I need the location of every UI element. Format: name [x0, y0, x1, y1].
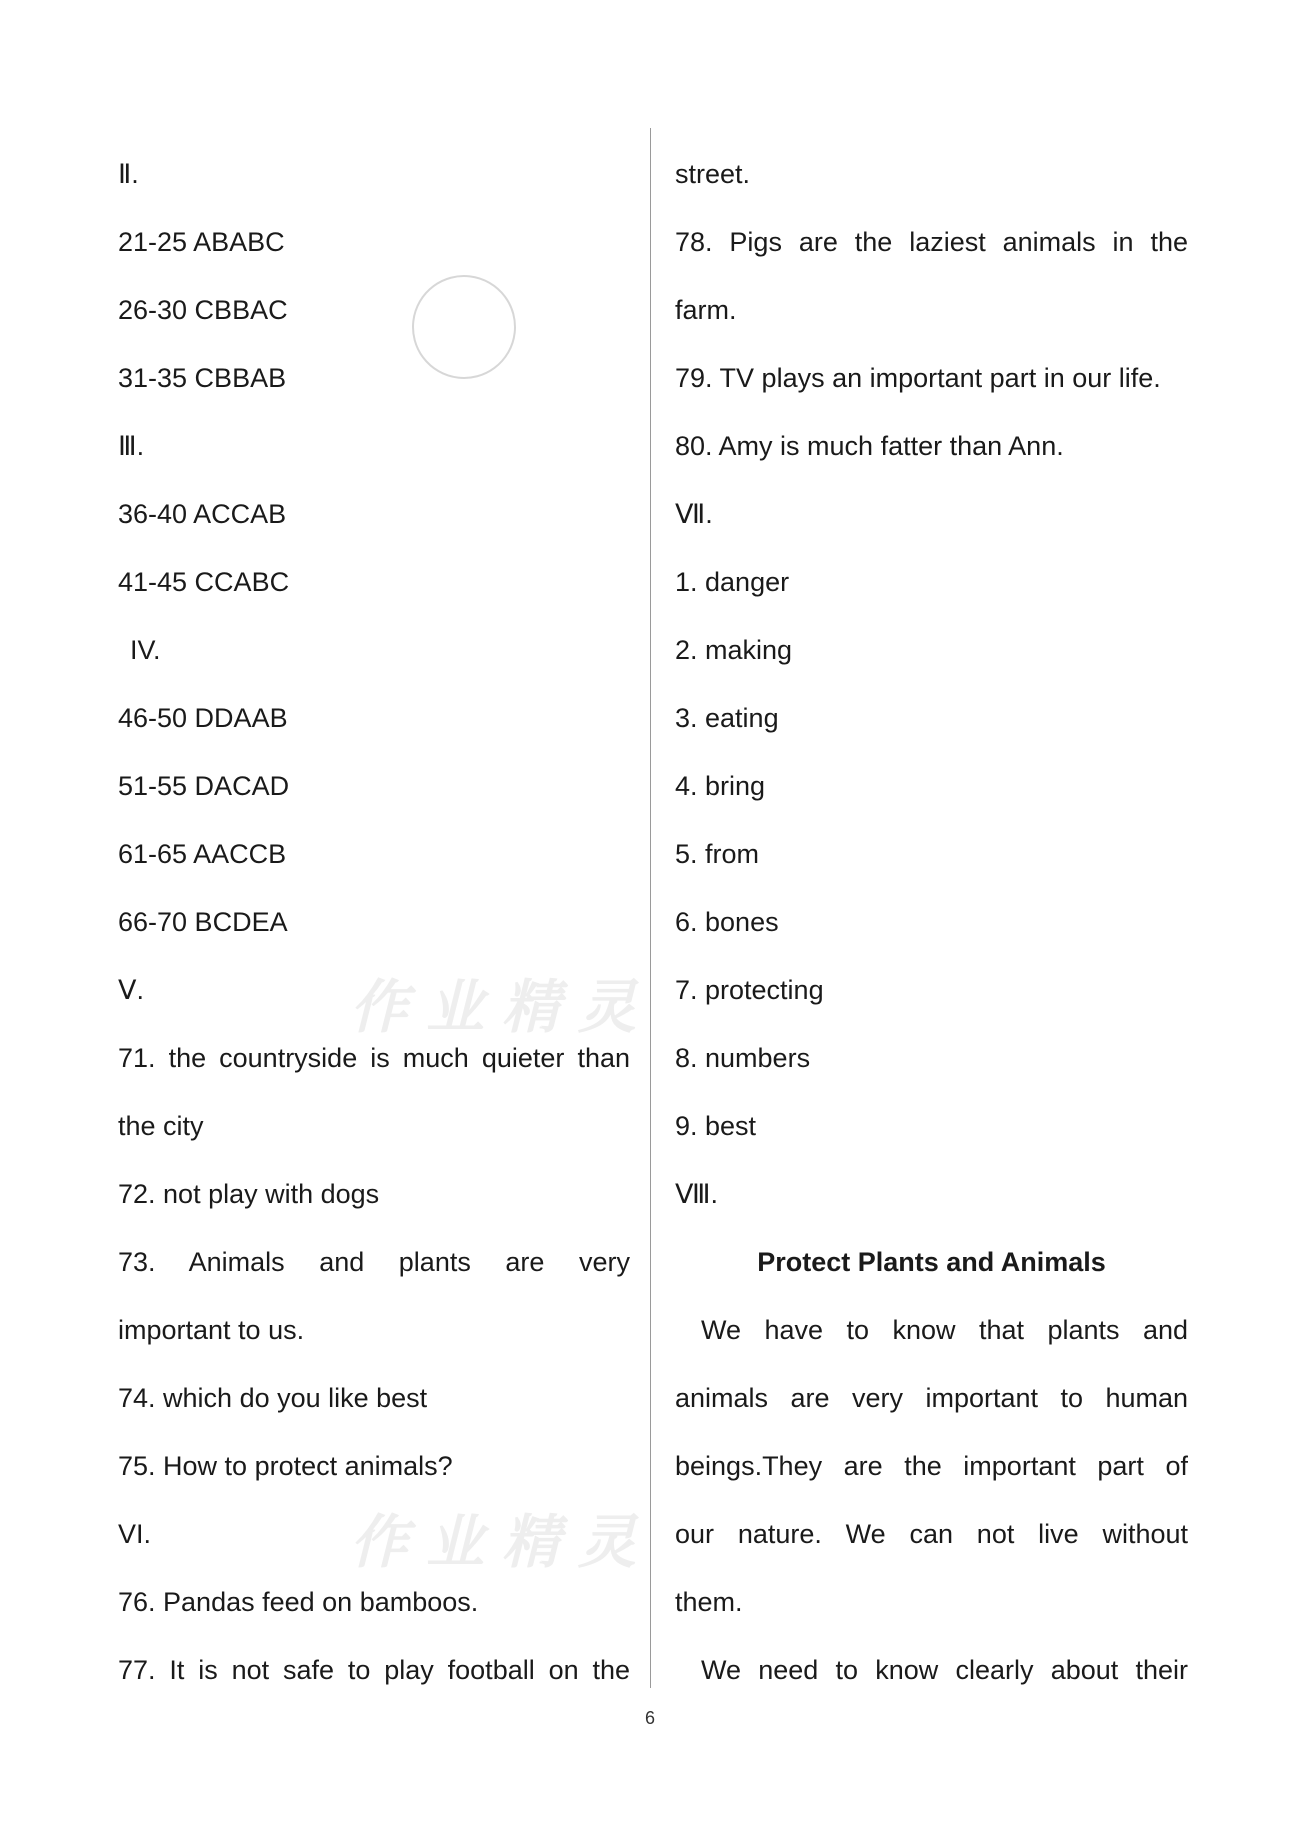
- section-heading: Ⅲ.: [118, 431, 145, 461]
- answer-line: 8. numbers: [675, 1043, 811, 1073]
- answer-line: 74. which do you like best: [118, 1383, 428, 1413]
- essay-line: We need to know clearly about their: [701, 1655, 1188, 1685]
- answer-line: 1. danger: [675, 567, 790, 597]
- section-heading: VI.: [118, 1519, 152, 1549]
- answer-line: 3. eating: [675, 703, 779, 733]
- section-heading: Ⅱ.: [118, 159, 139, 189]
- answer-line: 72. not play with dogs: [118, 1179, 380, 1209]
- essay-line: beings.They are the important part of: [675, 1451, 1188, 1481]
- answer-line: 71. the countryside is much quieter than: [118, 1043, 630, 1073]
- section-heading: Ⅴ.: [118, 975, 144, 1005]
- section-heading: Ⅷ.: [675, 1179, 719, 1209]
- answer-line: 6. bones: [675, 907, 779, 937]
- answer-line: 9. best: [675, 1111, 757, 1141]
- answer-line: 76. Pandas feed on bamboos.: [118, 1587, 479, 1617]
- column-divider: [650, 128, 651, 1688]
- answer-line: 61-65 AACCB: [118, 839, 287, 869]
- section-heading: IV.: [130, 635, 161, 665]
- answer-line: 51-55 DACAD: [118, 771, 290, 801]
- right-column: [675, 140, 1188, 1704]
- answer-line: 73. Animals and plants are very: [118, 1247, 630, 1277]
- answer-line: farm.: [675, 295, 737, 325]
- watermark: 作业精灵: [350, 973, 655, 1041]
- answer-line: 46-50 DDAAB: [118, 703, 288, 733]
- essay-line: our nature. We can not live without: [675, 1519, 1188, 1549]
- answer-line: 2. making: [675, 635, 793, 665]
- answer-line: 75. How to protect animals?: [118, 1451, 453, 1481]
- page-number: 6: [644, 1708, 655, 1728]
- essay-line: We have to know that plants and: [701, 1315, 1188, 1345]
- answer-line: 79. TV plays an important part in our life.: [675, 363, 1161, 393]
- essay-title: Protect Plants and Animals: [757, 1247, 1106, 1277]
- essay-line: animals are very important to human: [675, 1383, 1188, 1413]
- answer-line: 41-45 CCABC: [118, 567, 290, 597]
- answer-line: 26-30 CBBAC: [118, 295, 288, 325]
- answer-line: 5. from: [675, 839, 760, 869]
- answer-line: important to us.: [118, 1315, 305, 1345]
- watermark: 作业精灵: [350, 1508, 655, 1576]
- section-heading: Ⅶ.: [675, 499, 713, 529]
- essay-line: them.: [675, 1587, 743, 1617]
- answer-line: 31-35 CBBAB: [118, 363, 287, 393]
- left-column: [118, 140, 630, 1704]
- answer-line: 77. It is not safe to play football on the: [118, 1655, 630, 1685]
- answer-line: 80. Amy is much fatter than Ann.: [675, 431, 1064, 461]
- answer-line: street.: [675, 159, 751, 189]
- answer-line: 4. bring: [675, 771, 766, 801]
- answer-line: 78. Pigs are the laziest animals in the: [675, 227, 1188, 257]
- answer-line: the city: [118, 1111, 204, 1141]
- answer-line: 21-25 ABABC: [118, 227, 285, 257]
- answer-line: 66-70 BCDEA: [118, 907, 288, 937]
- answer-line: 36-40 ACCAB: [118, 499, 287, 529]
- answer-line: 7. protecting: [675, 975, 824, 1005]
